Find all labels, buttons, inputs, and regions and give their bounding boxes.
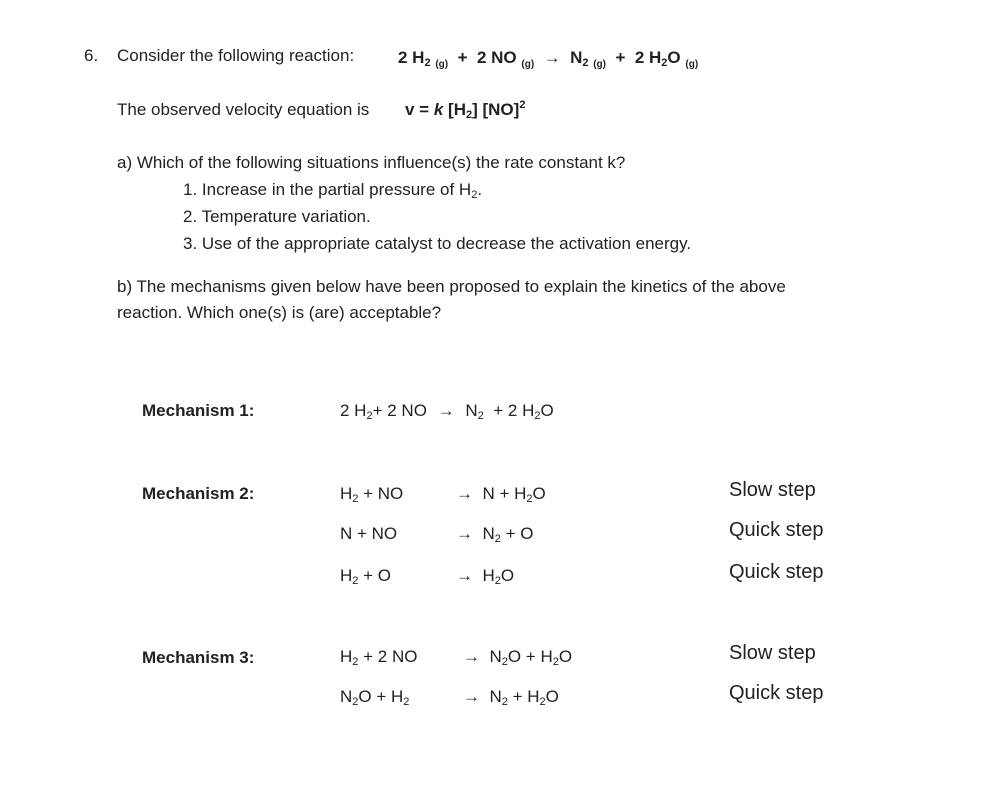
velocity-intro: The observed velocity equation is xyxy=(117,100,370,119)
part-a-prompt: a) Which of the following situations influence(s) the rate constant k? xyxy=(117,153,626,172)
question-number: 6. xyxy=(84,46,99,65)
mechanism-2-step-3-left: $H_2 + O$ xyxy=(340,566,392,587)
reaction-arrow: → xyxy=(543,48,561,67)
mechanism-2-label: Mechanism 2: xyxy=(142,484,255,503)
mechanism-2-step-1-speed: Slow step xyxy=(729,479,816,501)
mechanism-2-step-2-left: N + NO xyxy=(340,524,398,543)
mechanism-2-step-2-speed: Quick step xyxy=(729,519,824,541)
mechanism-2-step-3-speed: Quick step xyxy=(729,561,824,583)
mechanism-2-step-2-right: → $N_2 + O$ xyxy=(456,524,534,545)
mechanism-2-step-1-right: → $N + H_2O$ xyxy=(456,484,546,505)
mechanism-3-step-2-right: → $N_2 + H_2O$ xyxy=(463,687,559,708)
part-a-item-3: 3. Use of the appropriate catalyst to decrease the activation energy. xyxy=(183,234,692,253)
part-b-line-2: reaction. Which one(s) is (are) acceptable? xyxy=(117,303,442,322)
mechanism-3-step-2-speed: Quick step xyxy=(729,682,824,704)
mechanism-3-step-1-left: $H_2 + 2$ NO xyxy=(340,647,418,668)
mechanism-3-label: Mechanism 3: xyxy=(142,648,255,667)
mechanism-2-step-1-left: $H_2$ + NO xyxy=(340,484,404,505)
rate-equation: v = k $[H_2]$ [NO]$^2$ xyxy=(405,99,526,121)
mechanism-1-label: Mechanism 1: xyxy=(142,401,255,420)
mechanism-3-step-2-left: $N_2O + H_2$ xyxy=(340,687,410,708)
part-a-item-1: 1. Increase in the partial pressure of $H_2$. xyxy=(183,180,483,201)
question-intro: Consider the following reaction: xyxy=(117,46,355,65)
part-a-item-2: 2. Temperature variation. xyxy=(183,207,371,226)
mechanism-2-step-3-right: → $H_2O$ xyxy=(456,566,515,587)
main-reaction: 2 $H_2$ $_{(g)}$ + 2 NO $_{(g)} \to N_2$ $_{(g)}$ + 2 $H_2O$ $_{(g)}$ xyxy=(398,48,699,70)
mechanism-3-step-1-right: → $N_2O + H_2O$ xyxy=(463,647,573,668)
mechanism-3-step-1-speed: Slow step xyxy=(729,642,816,664)
part-b-line-1: b) The mechanisms given below have been proposed to explain the kinetics of the above xyxy=(117,277,786,296)
mechanism-1-equation: 2 $H_2+ 2$ NO → $N_2 + 2$ $H_2O$ xyxy=(340,401,554,422)
